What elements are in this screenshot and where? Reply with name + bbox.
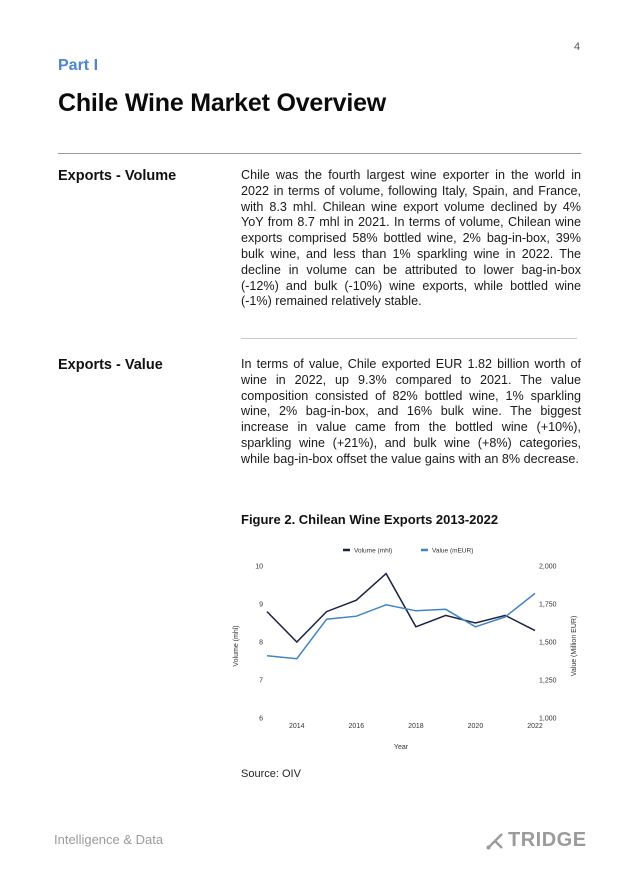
- x-tick-label: 2022: [527, 723, 543, 730]
- figure-source: Source: OIV: [241, 768, 301, 780]
- y2-tick-label: 1,000: [539, 715, 557, 723]
- footer-brand: TRIDGE: [508, 829, 587, 851]
- section-body-value: In terms of value, Chile exported EUR 1.82 billion worth of wine in 2022, up 9.3% compared to 2021. The value composition consisted of 82% bottled wine, 1% sparkling wine, 2% bag-in-box, and 16% bulk wine. The biggest increase in value came from the bottled wine (+10%), sparkling wine (+21%), and bulk wine (+8%) categories, while bag-in-box offset the value gains with an 8% decrease.: [241, 357, 581, 466]
- y2-tick-label: 1,250: [539, 677, 557, 685]
- tridge-logo-icon: [486, 832, 504, 850]
- footer-logo: [486, 829, 587, 852]
- series-line-value: [267, 593, 535, 658]
- section-title-volume: Exports - Volume: [58, 168, 177, 184]
- legend-label-1: Value (mEUR): [432, 547, 474, 555]
- x-tick-label: 2018: [408, 723, 424, 730]
- part-label: Part I: [58, 57, 99, 74]
- x-tick-label: 2016: [348, 723, 365, 730]
- y-tick-label: 9: [259, 601, 263, 609]
- x-tick-label: 2020: [467, 723, 484, 730]
- y-tick-label: 6: [259, 715, 263, 723]
- page-number: 4: [574, 41, 581, 53]
- wine-exports-chart: [225, 538, 595, 760]
- section-title-value: Exports - Value: [58, 357, 163, 373]
- y2-tick-label: 1,500: [539, 639, 557, 647]
- top-divider: [58, 153, 581, 154]
- legend-label-0: Volume (mhl): [354, 547, 393, 555]
- y-tick-label: 10: [255, 563, 263, 571]
- y-tick-label: 7: [259, 677, 263, 685]
- section-divider: [241, 338, 577, 339]
- y2-tick-label: 2,000: [539, 563, 557, 571]
- y-axis-label: Volume (mhl): [233, 625, 240, 667]
- y-tick-label: 8: [259, 639, 263, 647]
- section-body-volume: Chile was the fourth largest wine exporter in the world in 2022 in terms of volume, following Italy, Spain, and France, with 8.3 mhl. Chilean wine export volume declined by 4% YoY from 8.7 mhl in 2021. In terms of volume, Chilean wine exports comprised 58% bottled wine, 2% bag-in-box, 39% bulk wine, and less than 1% sparkling wine in 2022. The decline in volume can be attributed to lower bag-in-box (-12%) and bulk (-10%) wine exports, while bottled wine (-1%) remained relatively stable.: [241, 168, 581, 309]
- x-axis-label: Year: [393, 744, 409, 751]
- figure-title: Figure 2. Chilean Wine Exports 2013-2022: [241, 512, 499, 527]
- y2-tick-label: 1,750: [539, 601, 557, 609]
- x-tick-label: 2014: [288, 723, 305, 730]
- footer-tagline: Intelligence & Data: [54, 832, 164, 847]
- y2-axis-label: Value (Million EUR): [571, 615, 578, 677]
- page-title: Chile Wine Market Overview: [58, 89, 387, 117]
